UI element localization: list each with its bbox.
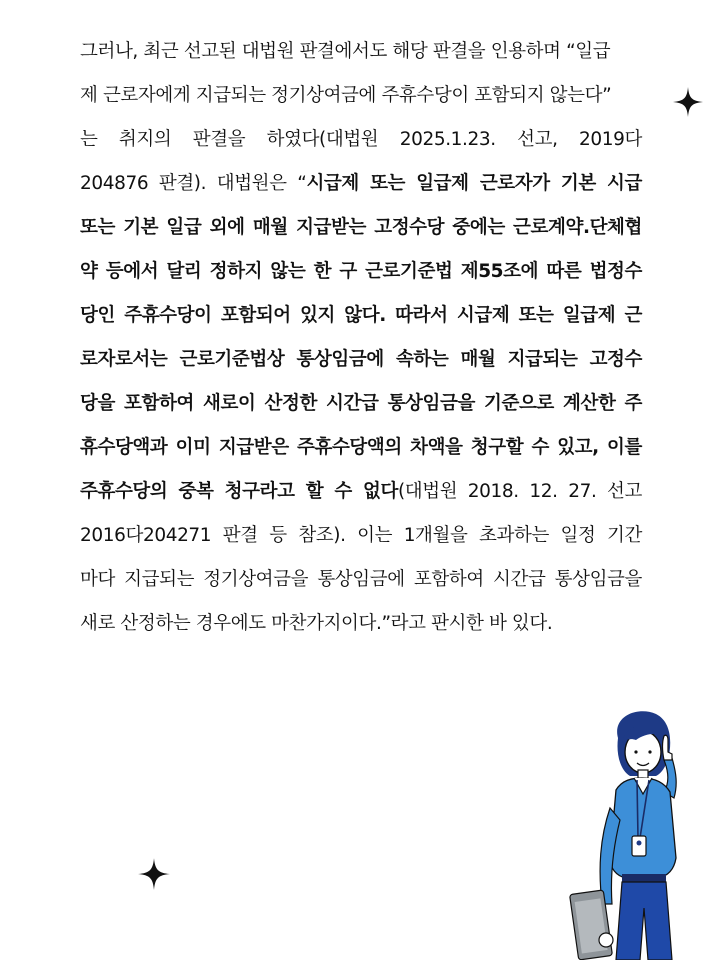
paragraph-line — [80, 426, 642, 470]
paragraph-line — [80, 118, 642, 162]
paragraph-line — [80, 338, 642, 382]
paragraph-line — [80, 382, 642, 426]
document-body — [80, 30, 642, 646]
bold-text-segment: 휴수당액과 이미 지급받은 주휴수당액의 차액을 청구할 수 있고, 이를 — [80, 437, 642, 458]
bold-text-segment: 당을 포함하여 새로이 산정한 시간급 통상임금을 기준으로 계산한 주 — [80, 393, 642, 414]
paragraph-line — [80, 558, 642, 602]
text-segment: 제 근로자에게 지급되는 정기상여금에 주휴수당이 포함되지 않는다” — [80, 85, 612, 106]
paragraph-line — [80, 74, 642, 118]
bold-text-segment: 로자로서는 근로기준법상 통상임금에 속하는 매월 지급되는 고정수 — [80, 349, 642, 370]
text-segment: 마다 지급되는 정기상여금을 통상임금에 포함하여 시간급 통상임금을 — [80, 569, 642, 590]
text-segment: (대법원 2018. 12. 27. 선고 — [397, 481, 642, 502]
paragraph-line — [80, 294, 642, 338]
bold-text-segment: 당인 주휴수당이 포함되어 있지 않다. 따라서 시급제 또는 일급제 근 — [80, 305, 642, 326]
text-segment: 새로 산정하는 경우에도 마찬가지이다.”라고 판시한 바 있다. — [80, 613, 553, 634]
sparkle-icon — [137, 857, 171, 891]
text-segment: 2016다204271 판결 등 참조). 이는 1개월을 초과하는 일정 기간 — [80, 525, 642, 546]
office-worker-illustration — [560, 708, 720, 960]
paragraph-line — [80, 250, 642, 294]
paragraph-line — [80, 514, 642, 558]
paragraph-line — [80, 470, 642, 514]
paragraph-line — [80, 602, 642, 646]
text-segment: 204876 판결). 대법원은 “ — [80, 173, 307, 194]
bold-text-segment: 약 등에서 달리 정하지 않는 한 구 근로기준법 제55조에 따른 법정수 — [80, 261, 642, 282]
paragraph-line — [80, 162, 642, 206]
bold-text-segment: 시급제 또는 일급제 근로자가 기본 시급 — [306, 173, 642, 194]
paragraph-line — [80, 206, 642, 250]
bold-text-segment: 또는 기본 일급 외에 매월 지급받는 고정수당 중에는 근로계약.단체협 — [80, 217, 642, 238]
text-segment: 그러나, 최근 선고된 대법원 판결에서도 해당 판결을 인용하며 “일급 — [80, 41, 611, 62]
paragraph-line — [80, 30, 642, 74]
text-segment: 는 취지의 판결을 하였다(대법원 2025.1.23. 선고, 2019다 — [80, 129, 642, 150]
sparkle-icon — [672, 86, 704, 118]
bold-text-segment: 주휴수당의 중복 청구라고 할 수 없다 — [80, 481, 398, 502]
